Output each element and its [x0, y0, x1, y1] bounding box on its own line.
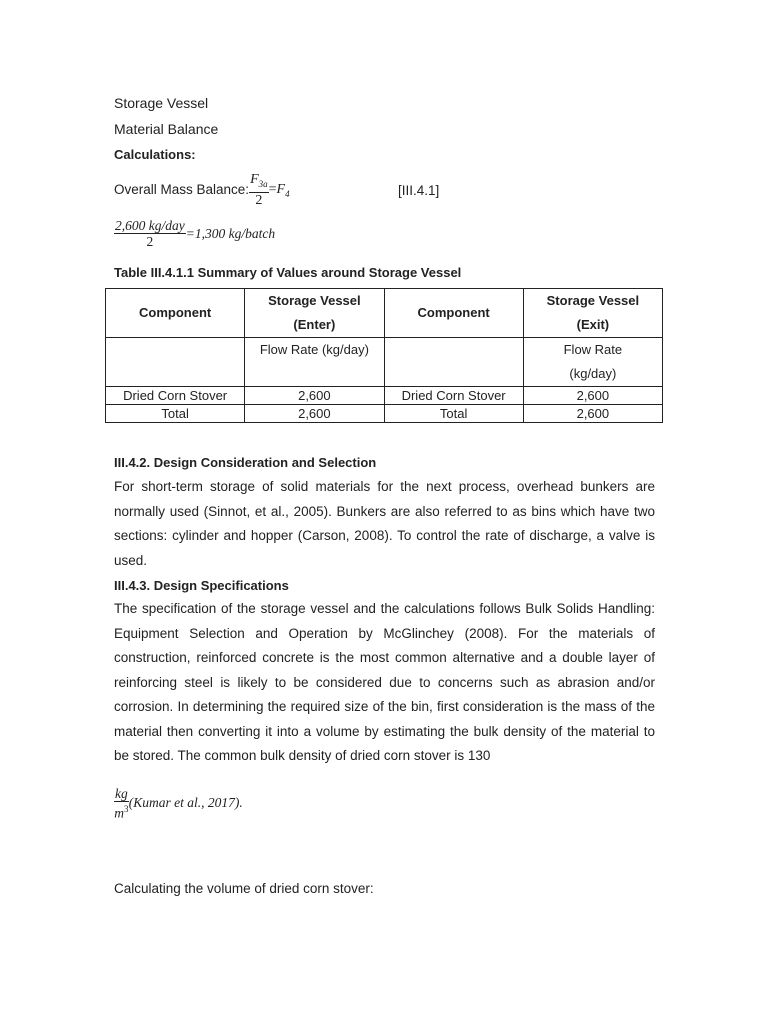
equals-sign: =	[268, 181, 277, 197]
calculations-heading: Calculations:	[114, 147, 196, 162]
subheader-flow-rate-exit: Flow Rate (kg/day)	[523, 338, 662, 387]
density-denominator: $m^3$	[114, 804, 129, 821]
cell-component: Total	[106, 405, 245, 423]
subheader-flow-rate-enter: Flow Rate (kg/day)	[245, 338, 384, 387]
table-row	[106, 405, 663, 423]
header-component-enter: Component	[106, 289, 245, 338]
density-citation: (Kumar et al., 2017).	[128, 795, 243, 811]
mass-balance-equation	[114, 172, 290, 208]
design-specifications-paragraph: The specification of the storage vessel and the calculations follows Bulk Solids Handling: Equipment Selection and Operation by McGlinchey (2008). For the materials of construction, reinforced concrete is the most common alternative and a double layer of reinforcing steel is likely to be considered due to concerns such as abrasion and/or corrosion. In determining the required size of the bin, first consideration is the mass of the material then converting it into a volume by estimating the bulk density of the material to be stored. The common bulk density of dried corn stover is 130	[114, 601, 655, 763]
summary-table	[105, 288, 663, 423]
mass-balance-label: Overall Mass Balance:	[114, 182, 250, 198]
design-consideration-paragraph: For short-term storage of solid materials for the next process, overhead bunkers are normally used (Sinnot, et al., 2005). Bunkers are also referred to as bins which have two sections: cylinder and hopper (Carson, 2008). To control the rate of discharge, a valve is used.	[114, 479, 655, 568]
cell-component: Dried Corn Stover	[106, 387, 245, 405]
density-fraction	[114, 786, 129, 821]
cell-component: Total	[384, 405, 523, 423]
batch-denominator: 2	[146, 234, 154, 249]
batch-fraction	[114, 218, 186, 249]
batch-numerator: 2,600 kg/day	[115, 218, 185, 233]
header-storage-vessel-exit: Storage Vessel (Exit)	[523, 289, 662, 338]
mass-balance-rhs: $F_4$	[276, 181, 290, 199]
mass-balance-numerator: $F_{3a}$	[249, 172, 269, 193]
batch-result: =1,300 kg/batch	[185, 225, 276, 241]
subheader-empty-2	[384, 338, 523, 387]
header-storage-vessel-enter: Storage Vessel (Enter)	[245, 289, 384, 338]
section-heading-design-consideration: III.4.2. Design Consideration and Selection	[114, 455, 377, 470]
batch-equation	[114, 218, 275, 249]
table-caption: Table III.4.1.1 Summary of Values around Storage Vessel	[114, 265, 462, 280]
density-numerator: kg	[115, 786, 128, 801]
cell-component: Dried Corn Stover	[384, 387, 523, 405]
table-subheader-row	[106, 338, 663, 387]
table-row	[106, 387, 663, 405]
section-heading-design-specifications: III.4.3. Design Specifications	[114, 578, 289, 593]
header-component-exit: Component	[384, 289, 523, 338]
cell-value: 2,600	[523, 405, 662, 423]
cell-value: 2,600	[523, 387, 662, 405]
table-header-row	[106, 289, 663, 338]
page-subtitle: Material Balance	[114, 121, 219, 137]
density-unit-equation	[114, 786, 243, 821]
cell-value: 2,600	[245, 387, 384, 405]
page-title: Storage Vessel	[114, 95, 209, 111]
mass-balance-fraction	[249, 172, 269, 208]
equation-reference: [III.4.1]	[398, 183, 440, 198]
cell-value: 2,600	[245, 405, 384, 423]
subheader-empty-1	[106, 338, 245, 387]
mass-balance-denominator: 2	[255, 192, 263, 208]
closing-line: Calculating the volume of dried corn stover:	[114, 881, 374, 896]
